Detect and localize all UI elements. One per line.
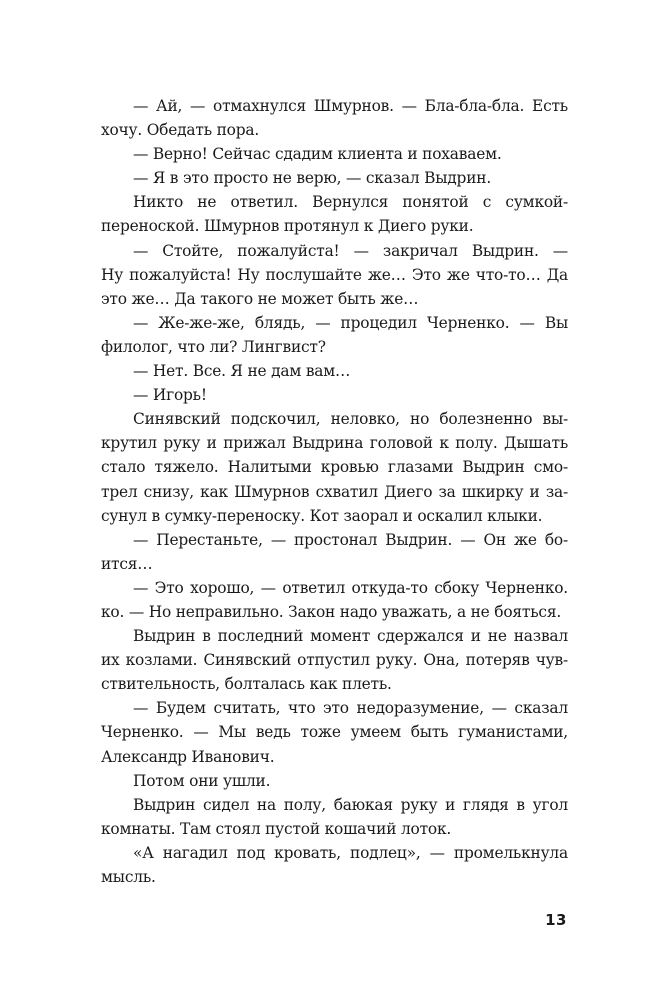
- text-line: — Стойте, пожалуйста! — закричал Выдрин. —: [133, 241, 568, 260]
- text-line: Синявский подскочил, неловко, но болезненно вы-: [133, 410, 568, 429]
- text-line: ствительность, болталась как плеть.: [101, 675, 392, 694]
- text-line: — Ай, — отмахнулся Шмурнов. — Бла-бла-бла. Есть: [133, 97, 568, 115]
- text-line: Ну пожалуйста! Ну послушайте же… Это же что-то… Да: [101, 265, 568, 284]
- text-line: — Это хорошо, — ответил откуда-то сбоку Черненко.: [133, 578, 568, 597]
- text-line: — Перестаньте, — простонал Выдрин. — Он же бо-: [133, 530, 568, 549]
- text-line: стало тяжело. Налитыми кровью глазами Выдрин смо-: [101, 458, 568, 477]
- text-line: — Я в это просто не верю, — сказал Выдрин.: [133, 169, 492, 188]
- text-line: сунул в сумку-переноску. Кот заорал и оскалил клыки.: [101, 506, 543, 525]
- text-line: — Будем считать, что это недоразумение, — сказал: [133, 699, 568, 718]
- text-line: комнаты. Там стоял пустой кошачий лоток.: [101, 819, 452, 838]
- text-line: Черненко. — Мы ведь тоже умеем быть гуманистами,: [101, 723, 568, 742]
- body-text: [101, 94, 568, 889]
- text-line: переноской. Шмурнов протянул к Диего руки.: [101, 217, 474, 236]
- text-line: мысль.: [101, 868, 156, 886]
- text-line: Никто не ответил. Вернулся понятой с сумкой-: [133, 193, 568, 212]
- text-line: крутил руку и прижал Выдрина головой к полу. Дышать: [101, 434, 568, 453]
- text-line: Александр Иванович.: [101, 747, 275, 766]
- text-line: — Игорь!: [133, 386, 207, 405]
- text-line: их козлами. Синявский отпустил руку. Она, потеряв чув-: [101, 651, 568, 670]
- text-line: Выдрин в последний момент сдержался и не назвал: [133, 627, 568, 646]
- text-line: это же… Да такого не может быть же…: [101, 289, 419, 308]
- text-line: филолог, что ли? Лингвист?: [101, 337, 326, 356]
- text-line: — Верно! Сейчас сдадим клиента и похаваем.: [133, 145, 502, 164]
- text-line: — Нет. Все. Я не дам вам…: [133, 362, 351, 381]
- text-line: трел снизу, как Шмурнов схватил Диего за шкирку и за-: [101, 482, 568, 501]
- text-line: — Же-же-же, блядь, — процедил Черненко. — Вы: [133, 313, 568, 332]
- text-line: Выдрин сидел на полу, баюкая руку и глядя в угол: [133, 795, 568, 814]
- page-number: 13: [545, 911, 567, 929]
- text-line: ится…: [101, 554, 153, 573]
- text-line: ко. — Но неправильно. Закон надо уважать, а не бояться.: [101, 602, 562, 621]
- text-line: «А нагадил под кровать, подлец», — промелькнула: [133, 843, 568, 862]
- text-line: хочу. Обедать пора.: [101, 121, 260, 140]
- text-line: Потом они ушли.: [133, 771, 271, 790]
